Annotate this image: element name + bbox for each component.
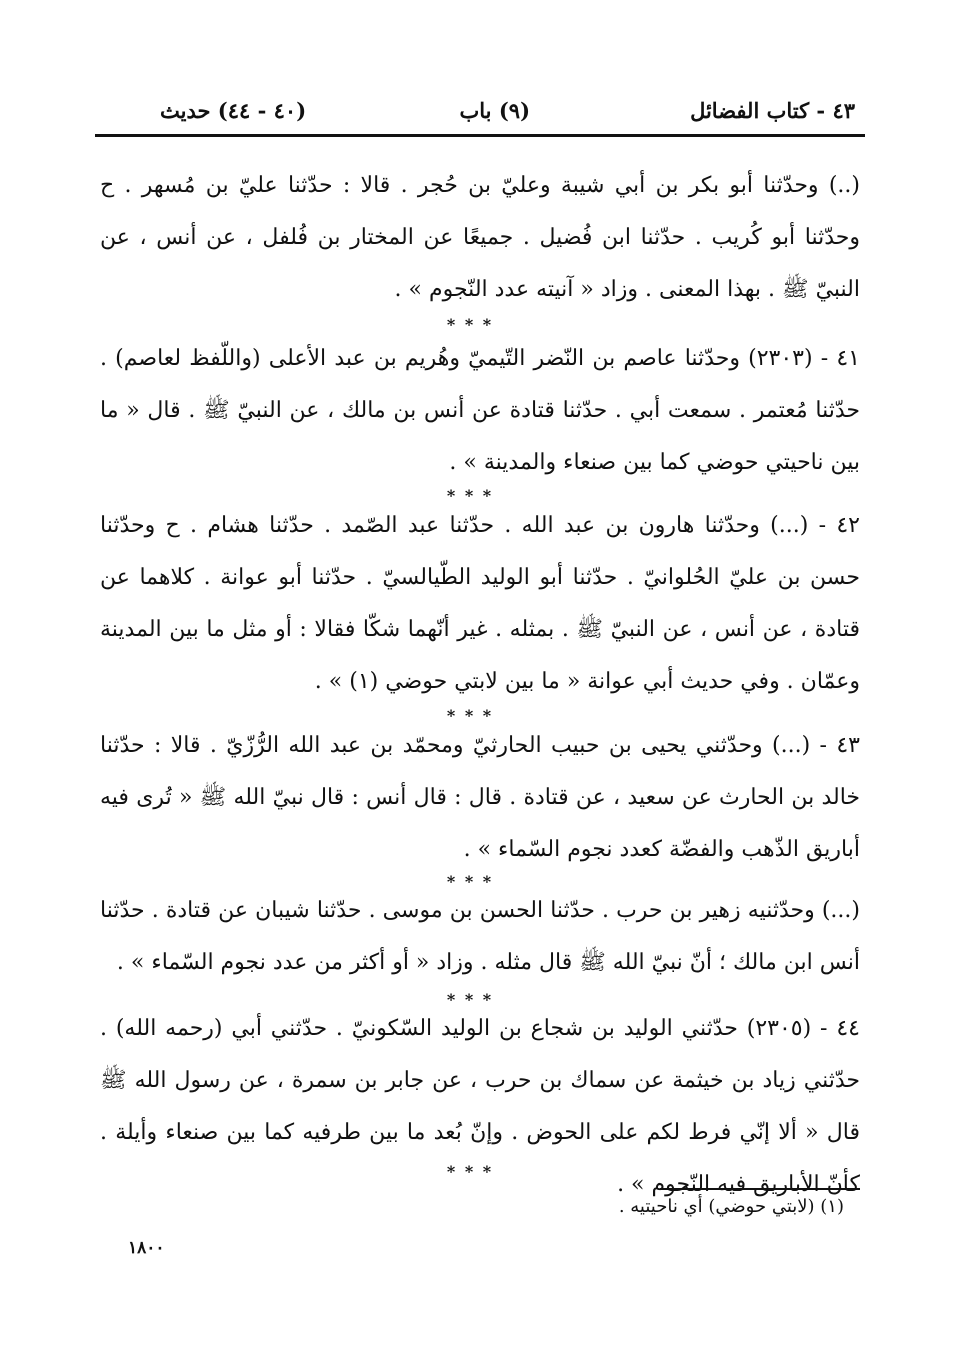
chapter-label: (٩) باب (459, 98, 530, 123)
hadith-paragraph: ٤٤ - (٢٣٠٥) حدّثني الوليد بن شجاع بن الوليد السّكونيّ . حدّثني أبي (رحمه الله) . حدّثني زياد بن خيثمة عن سماك بن حرب ، عن جابر بن سمرة ، عن رسول الله ﷺ قال « ألا إنّي فرط لكم على الحوض . وإنّ بُعد ما بين طرفيه كما بين صنعاء وأيلة . كأنّ الأباريق فيه النّجوم » . (100, 1016, 860, 1197)
page-number: ١٨٠٠ (128, 1238, 165, 1258)
hadith-paragraph: (..) وحدّثنا أبو بكر بن أبي شيبة وعليّ بن حُجر . قالا : حدّثنا عليّ بن مُسهر . ح وحدّثنا أبو كُريب . حدّثنا ابن فُضيل . جميعًا عن المختار بن فُلفل ، عن أنس ، عن النبيّ ﷺ . بهذا المعنى . وزاد « آنيته عدد النّجوم » . (100, 173, 860, 302)
separator-stars: * * * (446, 315, 494, 334)
footnote-rule (660, 1188, 860, 1190)
separator-stars: * * * (446, 706, 494, 725)
hadith-paragraph: ٤٢ - (...) وحدّثنا هارون بن عبد الله . حدّثنا عبد الصّمد . حدّثنا هشام . ح وحدّثنا حسن بن عليّ الحُلوانيّ . حدّثنا أبو الوليد الطّيالسيّ . حدّثنا أبو عوانة . كلاهما عن قتادة ، عن أنس ، عن النبيّ ﷺ . بمثله . غير أنّهما شكّا فقالا : أو مثل ما بين المدينة وعمّان . وفي حديث أبي عوانة « ما بين لابتي حوضي (١) » . (100, 513, 860, 694)
book-title: ٤٣ - كتاب الفضائل (690, 98, 855, 123)
separator-stars: * * * (446, 486, 494, 505)
running-header (110, 96, 855, 132)
footnote: (١) (لابتي حوضي) أي ناحيتيه . (618, 1196, 844, 1217)
hadith-range: (٤٠ - ٤٤) حديث (160, 98, 307, 123)
separator-stars: * * * (446, 872, 494, 891)
header-rule (95, 134, 865, 137)
hadith-paragraph: (...) وحدّثنيه زهير بن حرب . حدّثنا الحسن بن موسى . حدّثنا شيبان عن قتادة . حدّثنا أنس ابن مالك ؛ أنّ نبيّ الله ﷺ قال مثله . وزاد « أو أكثر من عدد نجوم السّماء » . (100, 898, 860, 975)
separator-stars: * * * (446, 1162, 494, 1181)
hadith-paragraph: ٤١ - (٢٣٠٣) وحدّثنا عاصم بن النّضر التّيميّ وهُريم بن عبد الأعلى (واللّفظ لعاصم) . حدّثنا مُعتمر . سمعت أبي . حدّثنا قتادة عن أنس بن مالك ، عن النبيّ ﷺ . قال « ما بين ناحيتي حوضي كما بين صنعاء والمدينة » . (100, 346, 860, 475)
hadith-paragraph: ٤٣ - (...) وحدّثني يحيى بن حبيب الحارثيّ ومحمّد بن عبد الله الرُّزّيّ . قالا : حدّثنا خالد بن الحارث عن سعيد ، عن قتادة . قال : قال أنس : قال نبيّ الله ﷺ « تُرى فيه أباريق الذّهب والفضّة كعدد نجوم السّماء » . (100, 733, 860, 862)
separator-stars: * * * (446, 990, 494, 1009)
